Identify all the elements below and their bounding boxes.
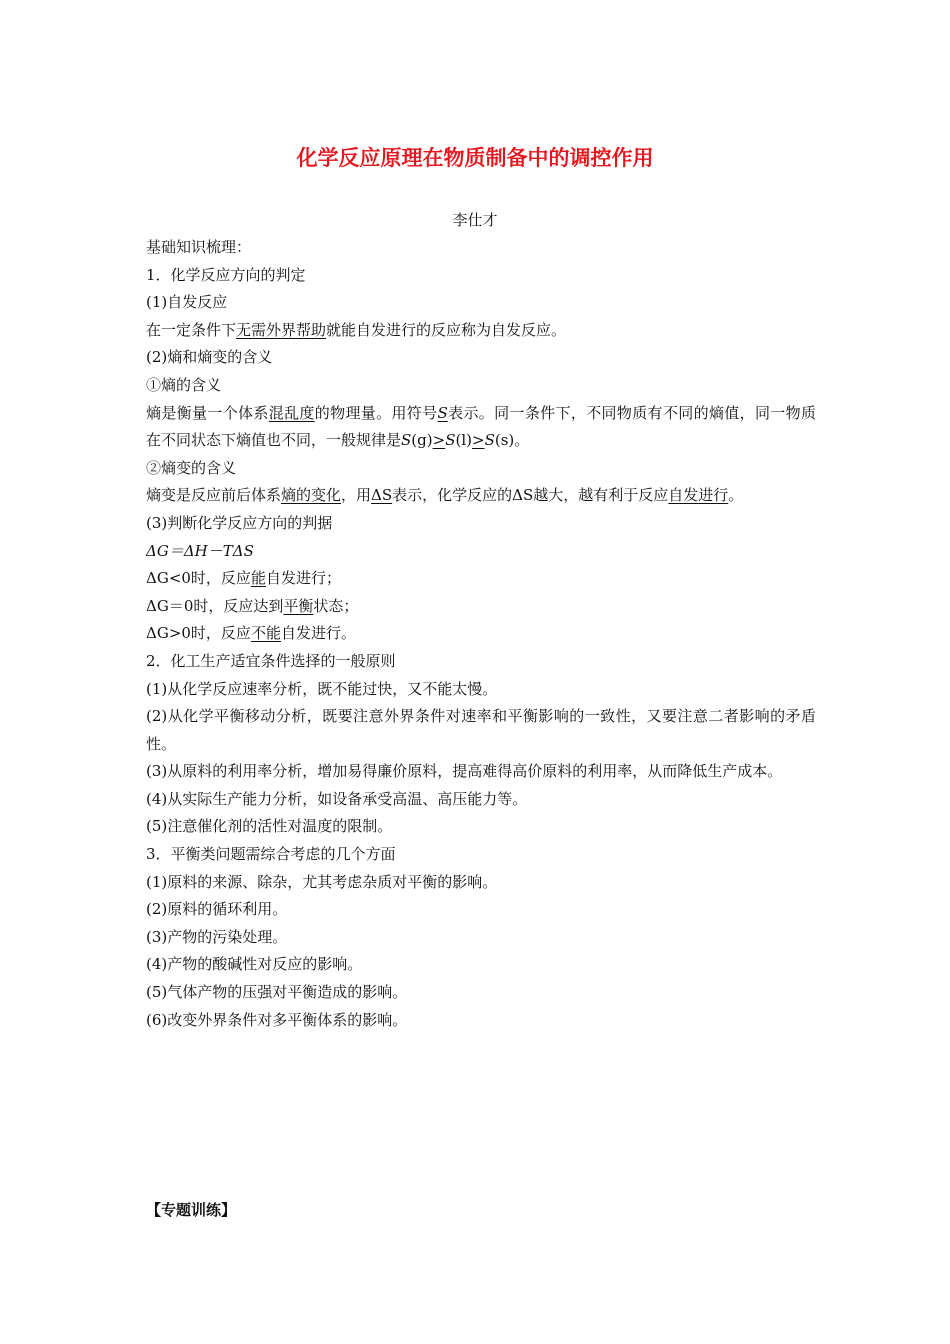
symbol-s: S (484, 431, 495, 450)
section-1-sub-1: (1)自发反应 (146, 293, 228, 312)
section-3-item: (5)气体产物的压强对平衡造成的影响。 (146, 983, 408, 1002)
text-span: 在一定条件下 (146, 320, 237, 339)
section-3-item: (2)原料的循环利用。 (146, 900, 288, 919)
text-span: 熵是衡量一个体系 (146, 403, 269, 422)
symbol-s: S (445, 431, 456, 450)
text-span: 自发进行； (265, 569, 341, 588)
criterion-positive (146, 620, 816, 648)
section-1-item-1: ①熵的含义 (146, 375, 222, 394)
section-3-item: (4)产物的酸碱性对反应的影响。 (146, 955, 363, 974)
section-2-item: (5)注意催化剂的活性对温度的限制。 (146, 817, 393, 836)
special-training-heading: 【专题训练】 (146, 1201, 237, 1219)
text-span: (g) (411, 431, 433, 450)
section-2-item: (1)从化学反应速率分析，既不能过快，又不能太慢。 (146, 679, 498, 698)
text-span: ΔG>0时，反应 (146, 624, 251, 643)
text-span: 自发进行。 (280, 624, 356, 643)
section-3-item: (6)改变外界条件对多平衡体系的影响。 (146, 1010, 408, 1029)
text-span: ，用 (341, 486, 372, 505)
section-3-item: (1)原料的来源、除杂，尤其考虑杂质对平衡的影响。 (146, 872, 498, 891)
underlined-answer: 不能 (250, 624, 281, 643)
text-span: 状态； (313, 596, 359, 615)
section-1-sub-2: (2)熵和熵变的含义 (146, 348, 273, 367)
criterion-negative (146, 565, 816, 593)
underlined-answer: 能 (250, 569, 266, 588)
underlined-answer: ΔS (371, 486, 393, 505)
section-2-item: (3)从原料的利用率分析，增加易得廉价原料，提高难得高价原料的利用率，从而降低生产成本。 (146, 762, 783, 781)
text-span: 的物理量。用符号 (314, 403, 438, 422)
section-1-sub-3: (3)判断化学反应方向的判据 (146, 513, 333, 532)
section-1-paragraph-3 (146, 482, 816, 510)
section-1-paragraph-1 (146, 317, 816, 345)
text-span: 。 (728, 486, 744, 505)
underlined-answer: S (437, 403, 448, 422)
section-2-item: (2)从化学平衡移动分析，既要注意外界条件对速率和平衡影响的一致性，又要注意二者影响的矛盾性。 (146, 707, 816, 753)
text-span: ΔG<0时，反应 (146, 569, 251, 588)
section-2-item: (4)从实际生产能力分析，如设备承受高温、高压能力等。 (146, 789, 528, 808)
underlined-answer: > (471, 431, 485, 450)
section-1-heading: 1．化学反应方向的判定 (146, 265, 306, 284)
page-title: 化学反应原理在物质制备中的调控作用 (296, 146, 654, 170)
text-span: ΔG＝0时，反应达到 (146, 596, 284, 615)
underlined-answer: > (432, 431, 446, 450)
gibbs-formula: ΔG＝ΔH－TΔS (146, 541, 254, 560)
content-body (146, 234, 816, 1034)
section-3-item: (3)产物的污染处理。 (146, 927, 288, 946)
section-1-item-2: ②熵变的含义 (146, 458, 237, 477)
section-3-heading: 3．平衡类问题需综合考虑的几个方面 (146, 845, 396, 864)
underlined-answer: 平衡 (283, 596, 314, 615)
text-span: 熵变是反应前后体系 (146, 486, 282, 505)
text-span: (s)。 (494, 431, 530, 450)
text-span: 表示。同一条件下，不同物质有不同的熵值，同一物质在不同状态下熵值也不同，一般规律是 (146, 403, 816, 450)
section-1-paragraph-2 (146, 400, 816, 455)
section-2-heading: 2．化工生产适宜条件选择的一般原则 (146, 651, 396, 670)
underlined-answer: 熵的变化 (281, 486, 342, 505)
text-span: 就能自发进行的反应称为自发反应。 (326, 320, 567, 339)
symbol-s: S (401, 431, 412, 450)
intro-heading: 基础知识梳理： (146, 238, 252, 256)
criterion-zero (146, 593, 816, 621)
underlined-answer: 混乱度 (268, 403, 315, 422)
text-span: (l) (455, 431, 472, 450)
underlined-answer: 自发进行 (668, 486, 729, 505)
underlined-answer: 无需外界帮助 (236, 320, 327, 339)
author: 李仕才 (452, 211, 498, 229)
text-span: 表示，化学反应的ΔS越大，越有利于反应 (392, 486, 669, 505)
